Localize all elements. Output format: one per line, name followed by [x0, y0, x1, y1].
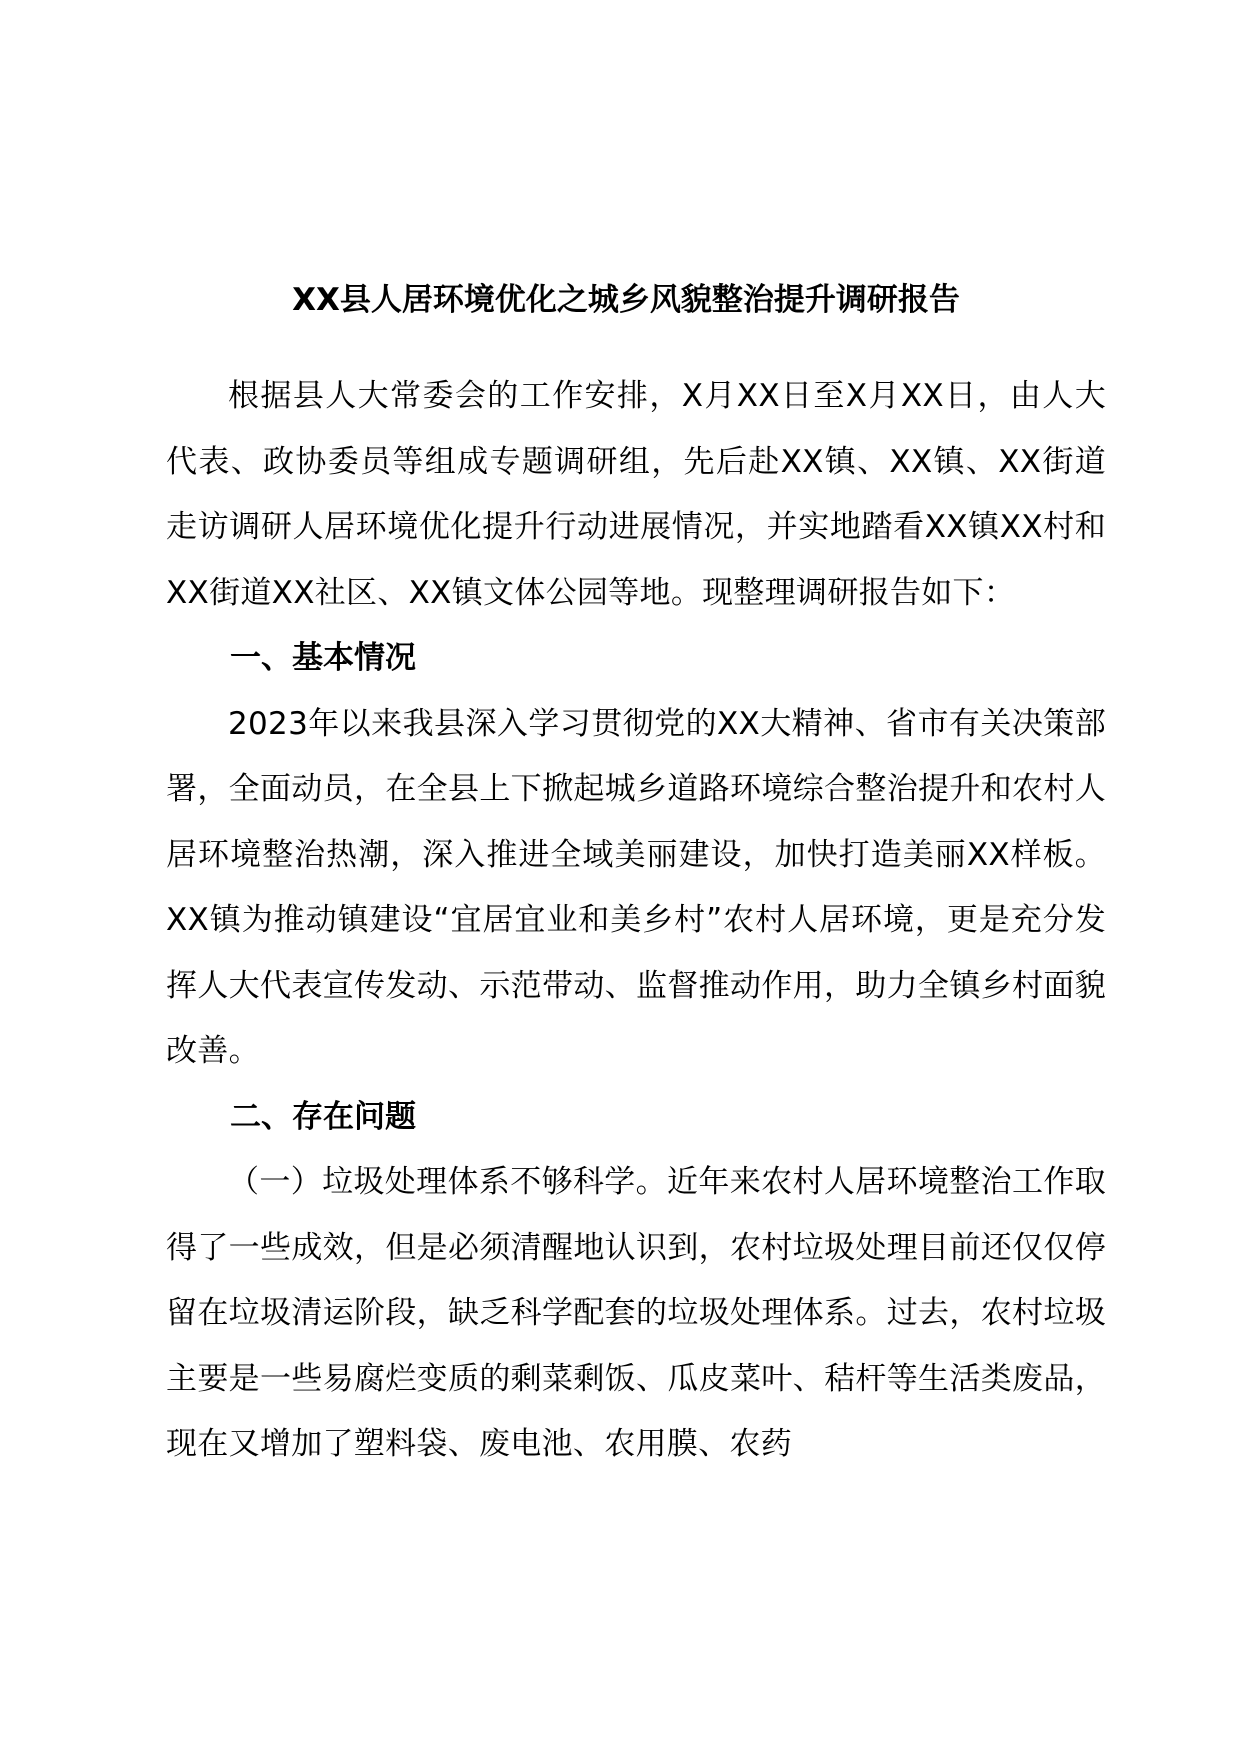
- document-body: [166, 262, 1106, 1478]
- basic-situation-paragraph: 2023年以来我县深入学习贯彻党的XX大精神、省市有关决策部署，全面动员，在全县上下掀起城乡道路环境综合整治提升和农村人居环境整治热潮，深入推进全域美丽建设，加快打造美丽XX样板。XX镇为推动镇建设“宜居宜业和美乡村”农村人居环境，更是充分发挥人大代表宣传发动、示范带动、监督推动作用，助力全镇乡村面貌改善。: [166, 705, 1106, 1069]
- section-heading-basic-situation: 一、基本情况: [230, 640, 416, 676]
- section-heading-existing-problems: 二、存在问题: [230, 1098, 416, 1135]
- intro-paragraph: 根据县人大常委会的工作安排，X月XX日至X月XX日，由人大代表、政协委员等组成专题调研组，先后赴XX镇、XX镇、XX街道走访调研人居环境优化提升行动进展情况，并实地踏看XX镇XX村和XX街道XX社区、XX镇文体公园等地。现整理调研报告如下：: [166, 378, 1106, 611]
- document-title: XX县人居环境优化之城乡风貌整治提升调研报告: [292, 282, 960, 318]
- existing-problems-paragraph: （一）垃圾处理体系不够科学。近年来农村人居环境整治工作取得了一些成效，但是必须清醒地认识到，农村垃圾处理目前还仅仅停留在垃圾清运阶段，缺乏科学配套的垃圾处理体系。过去，农村垃圾主要是一些易腐烂变质的剩菜剩饭、瓜皮菜叶、秸杆等生活类废品，现在又增加了塑料袋、废电池、农用膜、农药: [166, 1164, 1106, 1462]
